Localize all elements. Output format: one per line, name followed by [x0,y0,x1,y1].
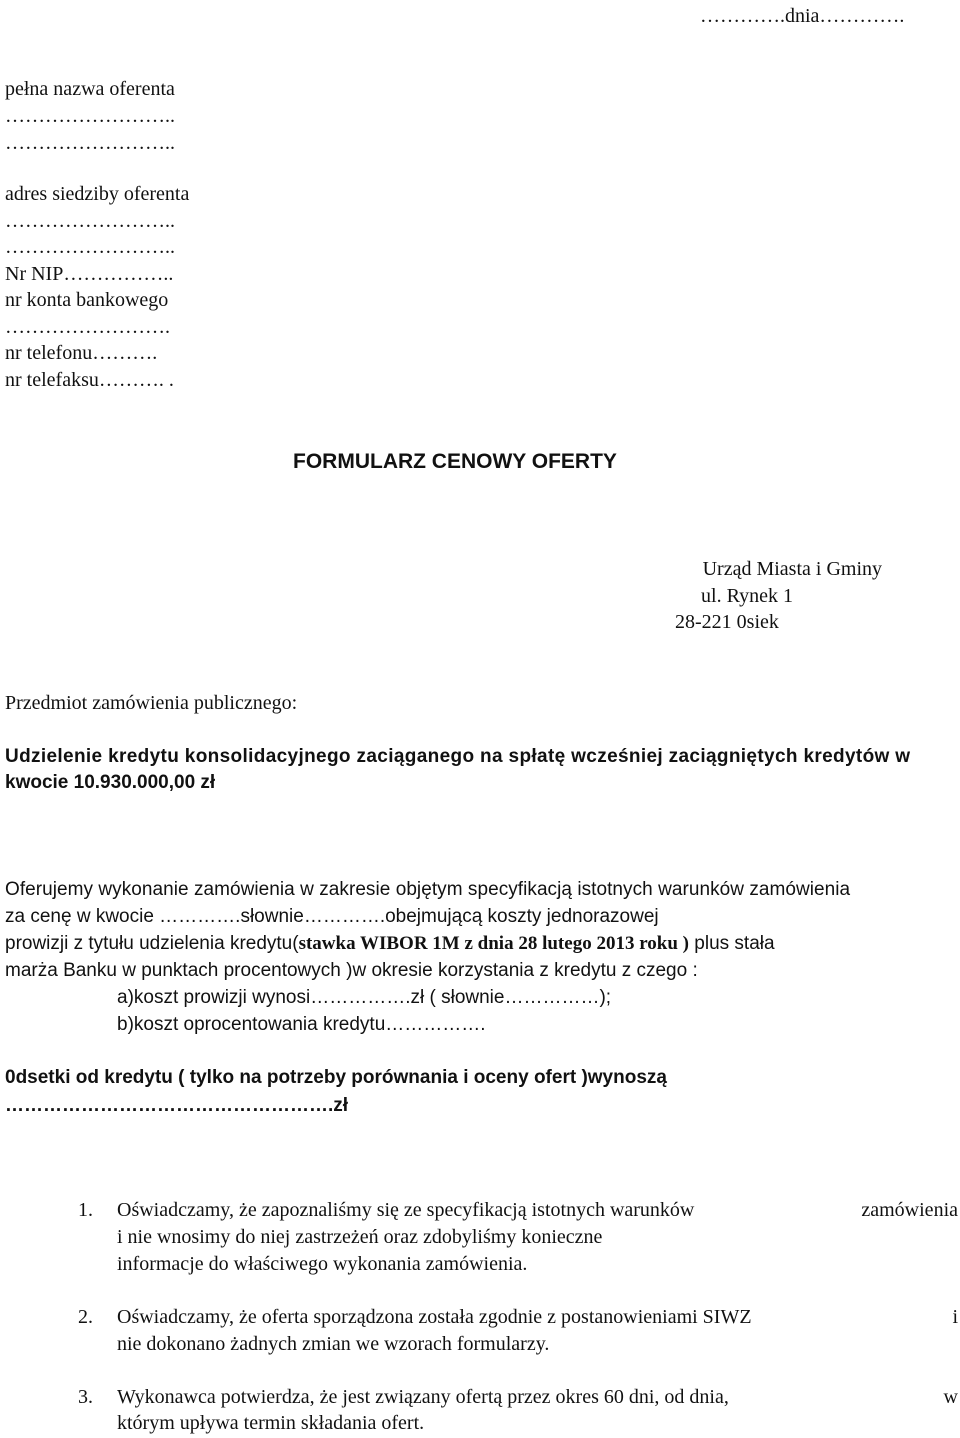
offer-line-5: a)koszt prowizji wynosi…………….zł ( słownie……………); [117,987,612,1008]
full-name-dots-1: …………………….. [5,105,175,127]
bank-account-label: nr konta bankowego [5,289,169,311]
recipient-line-3: 28-221 0siek [675,611,779,633]
offer-line-3 [5,932,775,956]
interest-line-2: …………………………………………….zł [5,1095,349,1116]
declaration-line: Oświadczamy, że oferta sporządzona została zgodnie z postanowieniami SIWZ [117,1306,752,1328]
bank-account-dots: ……………………. [5,316,170,338]
subject-line-2: kwocie 10.930.000,00 zł [5,772,216,793]
phone-line: nr telefonu………. [5,342,158,364]
address-dots-2: …………………….. [5,236,175,258]
offer-line-3-end: plus stała [689,933,775,954]
address-dots-1: …………………….. [5,210,175,232]
declaration-line: Oświadczamy, że zapoznaliśmy się ze specyfikacją istotnych warunków [117,1199,695,1221]
declaration-line: i nie wnosimy do niej zastrzeżeń oraz zdobyliśmy konieczne [117,1226,603,1248]
full-name-dots-2: …………………….. [5,132,175,154]
declaration-line: nie dokonano żadnych zmian we wzorach formularzy. [117,1333,550,1355]
interest-line-1: 0dsetki od kredytu ( tylko na potrzeby porównania i oceny ofert )wynoszą [5,1067,667,1088]
declaration-number: 3. [78,1386,93,1408]
offer-line-4: marża Banku w punktach procentowych )w okresie korzystania z kredytu z czego : [5,960,698,981]
full-name-label: pełna nazwa oferenta [5,78,175,100]
address-label: adres siedziby oferenta [5,183,190,205]
nip-line: Nr NIP…………….. [5,263,174,285]
declaration-number: 1. [78,1199,93,1221]
offer-line-3-start: prowizji z tytułu udzielenia kredytu( [5,933,299,954]
subject-line-1: Udzielenie kredytu konsolidacyjnego zaciąganego na spłatę wcześniej zaciągniętych kredytów w [5,746,911,767]
recipient-line-1: Urząd Miasta i Gminy [702,558,882,580]
declaration-line: informacje do właściwego wykonania zamówienia. [117,1253,528,1275]
declaration-line-end: zamówienia [861,1199,958,1221]
fax-line: nr telefaksu………. . [5,369,174,391]
date-line: ………….dnia…………. [700,5,905,27]
declaration-line: Wykonawca potwierdza, że jest związany ofertą przez okres 60 dni, od dnia, [117,1386,729,1408]
offer-line-6: b)koszt oprocentowania kredytu……………. [117,1014,486,1035]
declaration-line-end: w [943,1386,958,1408]
declaration-line-end: i [952,1306,958,1328]
declaration-number: 2. [78,1306,93,1328]
declaration-line: którym upływa termin składania ofert. [117,1412,425,1434]
offer-line-2: za cenę w kwocie ………….słownie………….obejmującą koszty jednorazowej [5,906,659,927]
wibor-rate: stawka WIBOR 1M z dnia 28 lutego 2013 roku ) [298,933,689,954]
offer-line-1: Oferujemy wykonanie zamówienia w zakresie objętym specyfikacją istotnych warunków zamówienia [5,879,851,900]
recipient-line-2: ul. Rynek 1 [701,585,793,607]
subject-label: Przedmiot zamówienia publicznego: [5,692,298,714]
form-title: FORMULARZ CENOWY OFERTY [293,450,617,473]
